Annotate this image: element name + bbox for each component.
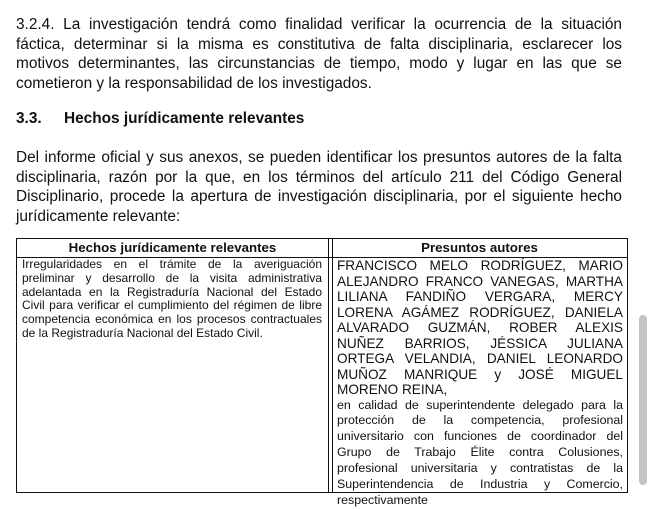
section-number: 3.3. <box>16 110 42 127</box>
section-heading <box>16 110 304 128</box>
column-divider <box>332 239 333 492</box>
header-hechos: Hechos jurídicamente relevantes <box>68 240 277 255</box>
vertical-scrollbar[interactable] <box>639 315 647 485</box>
header-autores: Presuntos autores <box>421 240 538 255</box>
cell-autores <box>337 258 623 509</box>
paragraph-intro: Del informe oficial y sus anexos, se pueden identificar los presuntos autores de la falta disciplinaria, razón por la que, en los términos del artículo 211 del Código General Disciplinario, procede la apertura de investigación disciplinaria, por el siguiente hecho jurídicamente relevante: <box>16 149 622 225</box>
cell-hecho: Irregularidades en el trámite de la averiguación preliminar y desarrollo de la visita administrativa adelantada en la Registraduría Nacional del Estado Civil para verificar el cumplimiento del régimen de libre competencia económica en los procesos contractuales de la Registraduría Nacional del Estado Civil. <box>22 257 322 340</box>
autores-descripcion: en calidad de superintendente delegado para la protección de la competencia, profesional universitario con funciones de coordinador del Grupo de Trabajo Élite contra Colusiones, profesional universitaria y contratistas de la Superintendencia de Industria y Comercio, respectivamente <box>337 397 623 507</box>
autores-nombres: FRANCISCO MELO RODRÍGUEZ, MARIO ALEJANDRO FRANCO VANEGAS, MARTHA LILIANA FANDIÑO VERGARA, MERCY LORENA AGÁMEZ RODRÍGUEZ, DANIELA ALVARADO GUZMÁN, ROBER ALEXIS NUÑEZ BARRIOS, JÉSSICA JULIANA ORTEGA VELANDIA, DANIEL LEONARDO MUÑOZ MANRIQUE y JOSÉ MIGUEL MORENO REINA, <box>337 258 623 397</box>
facts-table <box>16 238 628 507</box>
table-header-row <box>17 239 627 258</box>
section-title: Hechos jurídicamente relevantes <box>64 110 305 127</box>
column-divider <box>328 239 329 492</box>
paragraph-3-2-4: 3.2.4. La investigación tendrá como finalidad verificar la ocurrencia de la situación fáctica, determinar si la misma es constitutiva de falta disciplinaria, esclarecer los motivos determinantes, las circunstancias de tiempo, modo y lugar en las que se cometieron y la responsabilidad de los investigados. <box>16 16 622 92</box>
